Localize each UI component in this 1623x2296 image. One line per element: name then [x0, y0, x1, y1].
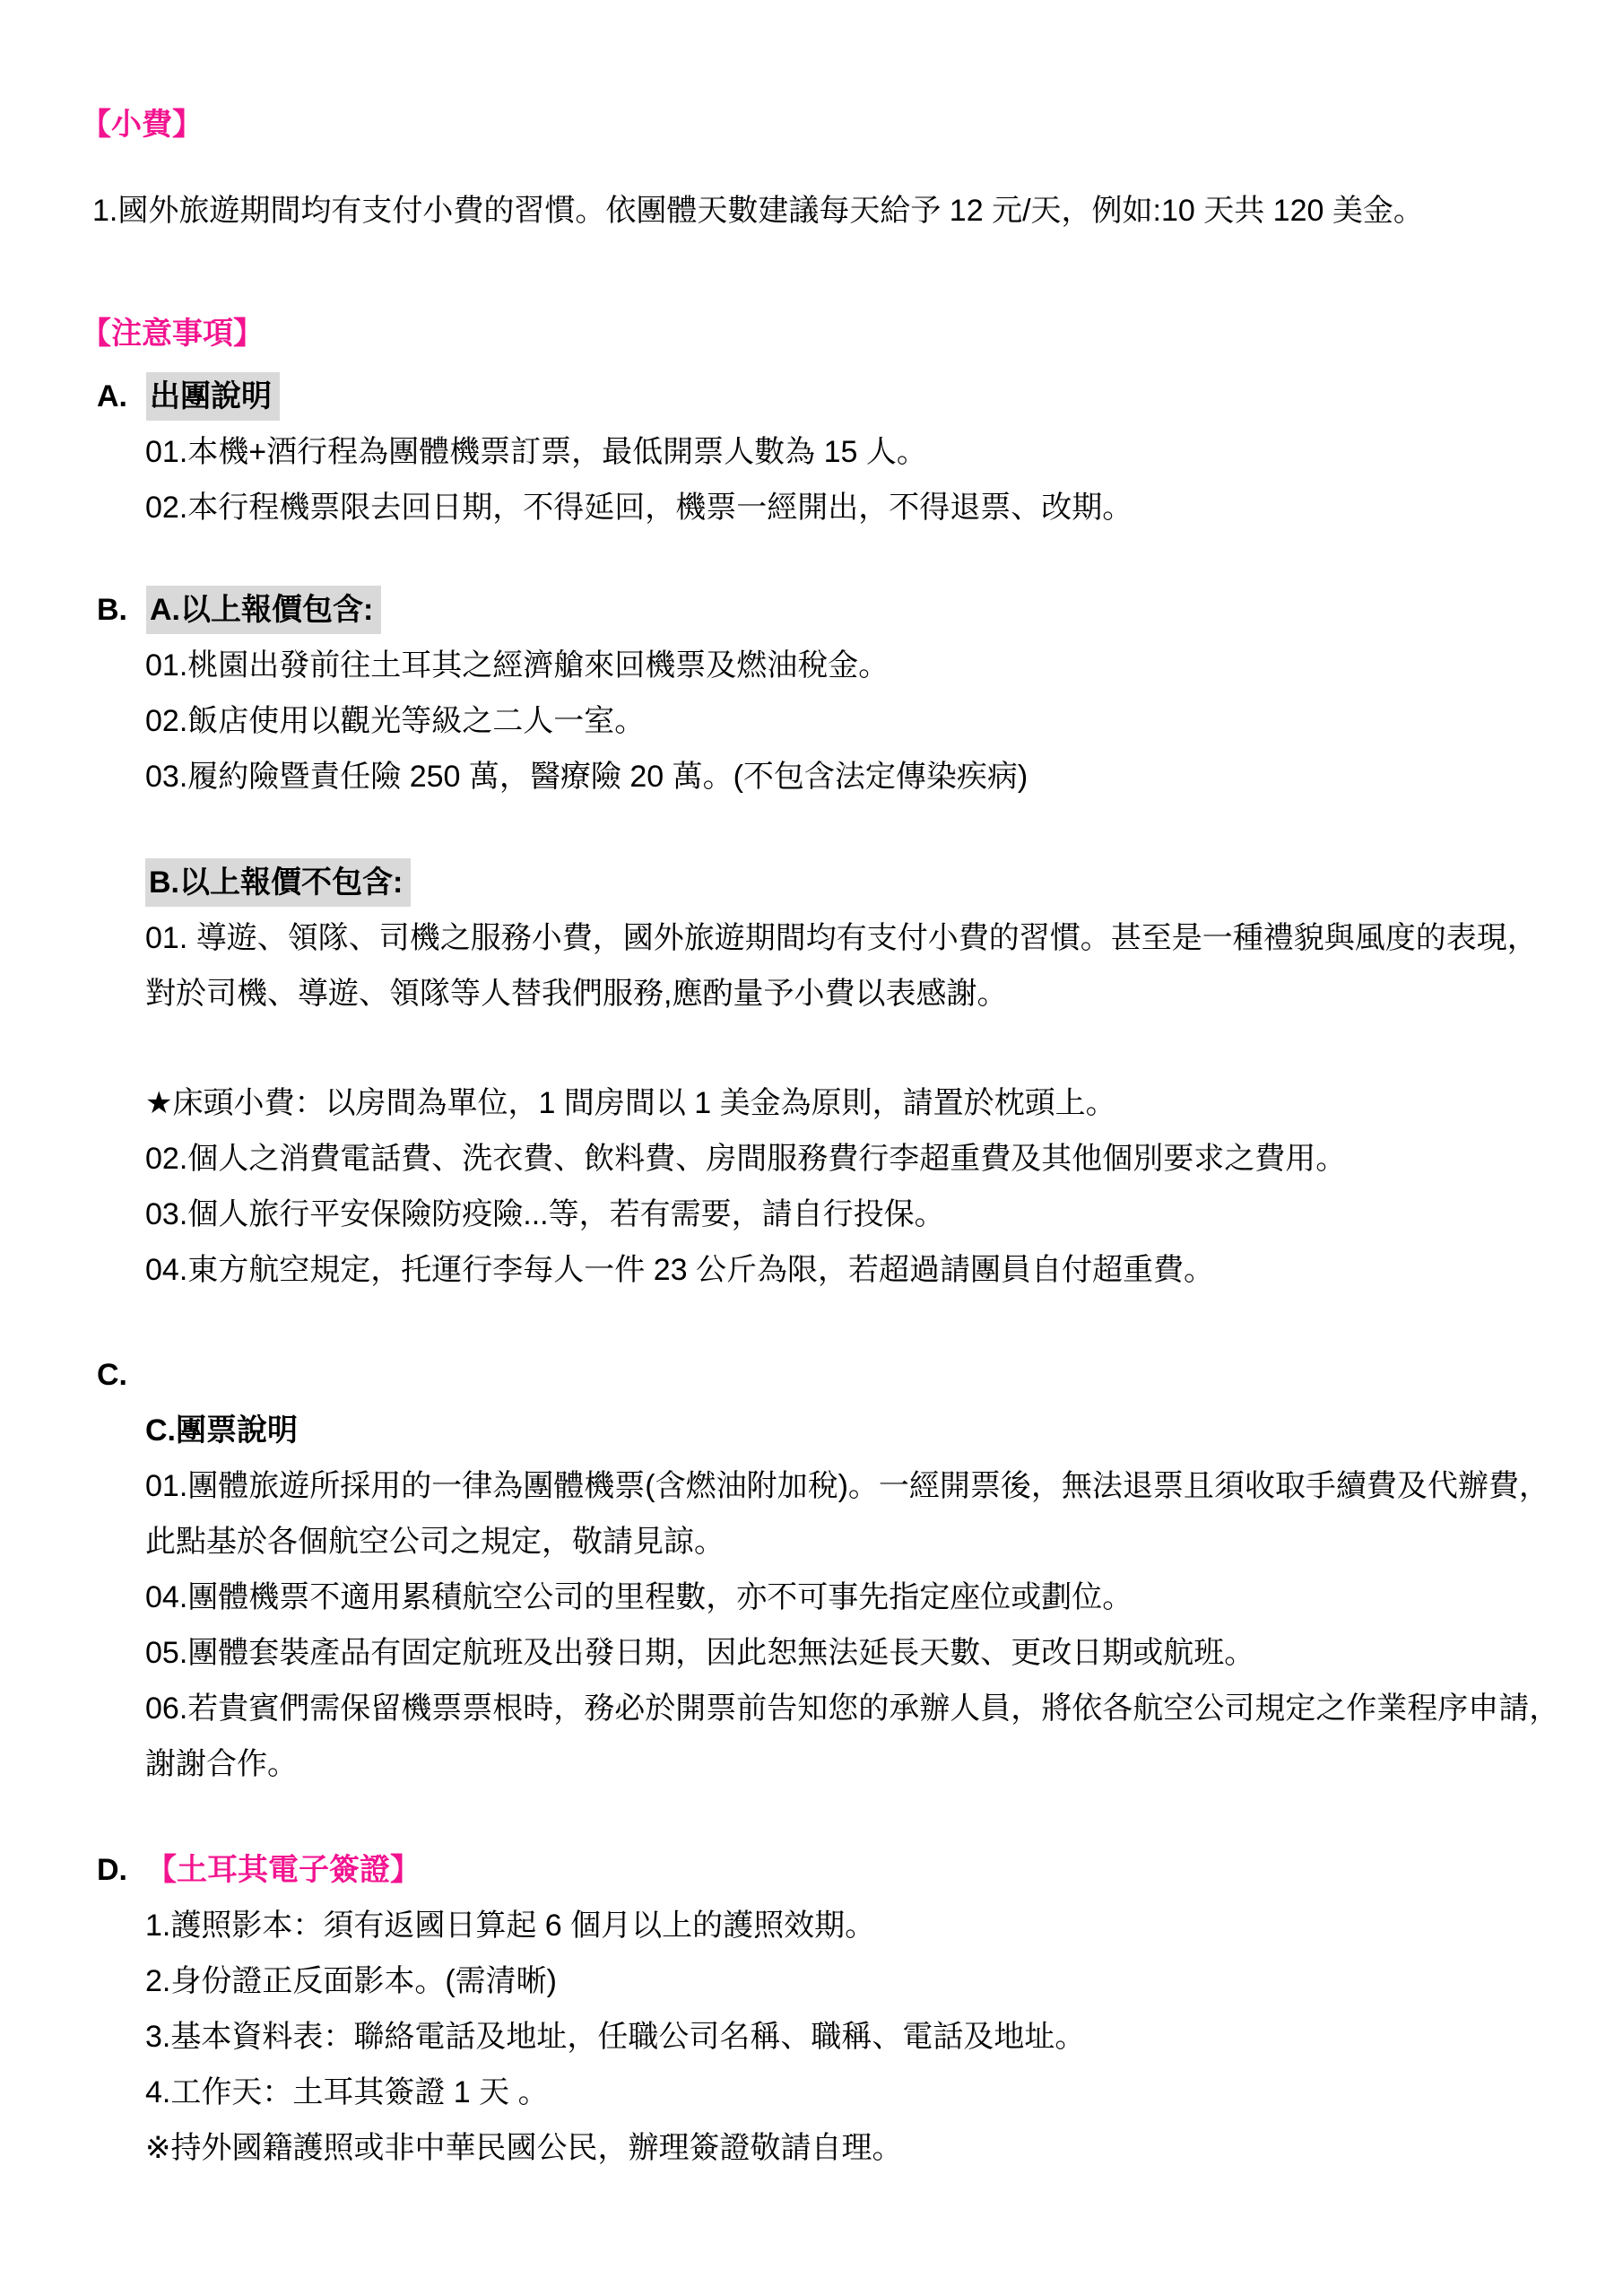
- section-a-letter: A.: [97, 379, 127, 413]
- section-b2-heading: [145, 855, 1567, 910]
- section-b-header: [81, 582, 1567, 638]
- section-c-item-04: 04.團體機票不適用累積航空公司的里程數，亦不可事先指定座位或劃位。: [145, 1580, 1133, 1614]
- section-b2-item-03: 03.個人旅行平安保險防疫險...等，若有需要，請自行投保。: [145, 1197, 945, 1231]
- notice-section-title: 【注意事項】: [81, 317, 264, 351]
- section-d-item-4: 4.工作天：土耳其簽證 1 天 。: [145, 2075, 549, 2109]
- section-a-header: [81, 369, 1567, 424]
- section-b-heading: [146, 582, 381, 638]
- section-a-heading-highlight: 出團說明: [146, 372, 280, 421]
- section-b-item-03: 03.履約險暨責任險 250 萬，醫療險 20 萬。(不包含法定傳染疾病): [145, 760, 1028, 794]
- tips-line: 1.國外旅遊期間均有支付小費的習慣。依團體天數建議每天給予 12 元/天，例如:10 天共 120 美金。: [92, 194, 1424, 228]
- section-c-heading: C.團票說明: [145, 1413, 298, 1448]
- section-d-header: [81, 1842, 1567, 1898]
- section-d-item-3: 3.基本資料表：聯絡電話及地址，任職公司名稱、職稱、電話及地址。: [145, 2020, 1086, 2054]
- section-b-item-01: 01.桃園出發前往土耳其之經濟艙來回機票及燃油稅金。: [145, 648, 890, 683]
- section-c-item-06: 06.若貴賓們需保留機票票根時，務必於開票前告知您的承辦人員，將依各航空公司規定之作業程序申請，謝謝合作。: [145, 1692, 1560, 1781]
- section-a-heading: [146, 369, 280, 424]
- section-b2-item-02: 02.個人之消費電話費、洗衣費、飲料費、房間服務費行李超重費及其他個別要求之費用。: [145, 1142, 1347, 1176]
- section-c-letter: C.: [97, 1358, 127, 1392]
- section-d-letter: D.: [97, 1853, 127, 1887]
- section-d-item-2: 2.身份證正反面影本。(需清晰): [145, 1964, 557, 1998]
- section-b2-item-04: 04.東方航空規定，托運行李每人一件 23 公斤為限，若超過請團員自付超重費。: [145, 1253, 1214, 1287]
- section-b2-star-note: ★床頭小費：以房間為單位，1 間房間以 1 美金為原則，請置於枕頭上。: [145, 1086, 1116, 1120]
- section-b2-item-01: 01. 導遊、領隊、司機之服務小費，國外旅遊期間均有支付小費的習慣。甚至是一種禮貌與風度的表現，對於司機、導遊、領隊等人替我們服務,應酌量予小費以表感謝。: [145, 921, 1538, 1011]
- tips-section-title: 【小費】: [81, 108, 203, 142]
- section-b-letter: B.: [97, 593, 127, 627]
- section-a-item-02: 02.本行程機票限去回日期，不得延回，機票一經開出，不得退票、改期。: [145, 491, 1133, 525]
- section-d-note: ※持外國籍護照或非中華民國公民，辦理簽證敬請自理。: [145, 2131, 903, 2165]
- section-c-item-05: 05.團體套裝產品有固定航班及出發日期，因此恕無法延長天數、更改日期或航班。: [145, 1636, 1255, 1670]
- section-b2-heading-highlight: B.以上報價不包含:: [145, 858, 411, 907]
- section-d-heading: 【土耳其電子簽證】: [146, 1853, 421, 1887]
- section-b-item-02: 02.飯店使用以觀光等級之二人一室。: [145, 704, 646, 738]
- section-b-heading-highlight: A.以上報價包含:: [146, 586, 381, 634]
- section-a-item-01: 01.本機+酒行程為團體機票訂票，最低開票人數為 15 人。: [145, 435, 927, 469]
- section-c-header: [81, 1347, 1567, 1403]
- section-c-item-01: 01.團體旅遊所採用的一律為團體機票(含燃油附加稅)。一經開票後，無法退票且須收取手續費及代辦費，此點基於各個航空公司之規定，敬請見諒。: [145, 1469, 1549, 1559]
- section-d-item-1: 1.護照影本：須有返國日算起 6 個月以上的護照效期。: [145, 1909, 876, 1943]
